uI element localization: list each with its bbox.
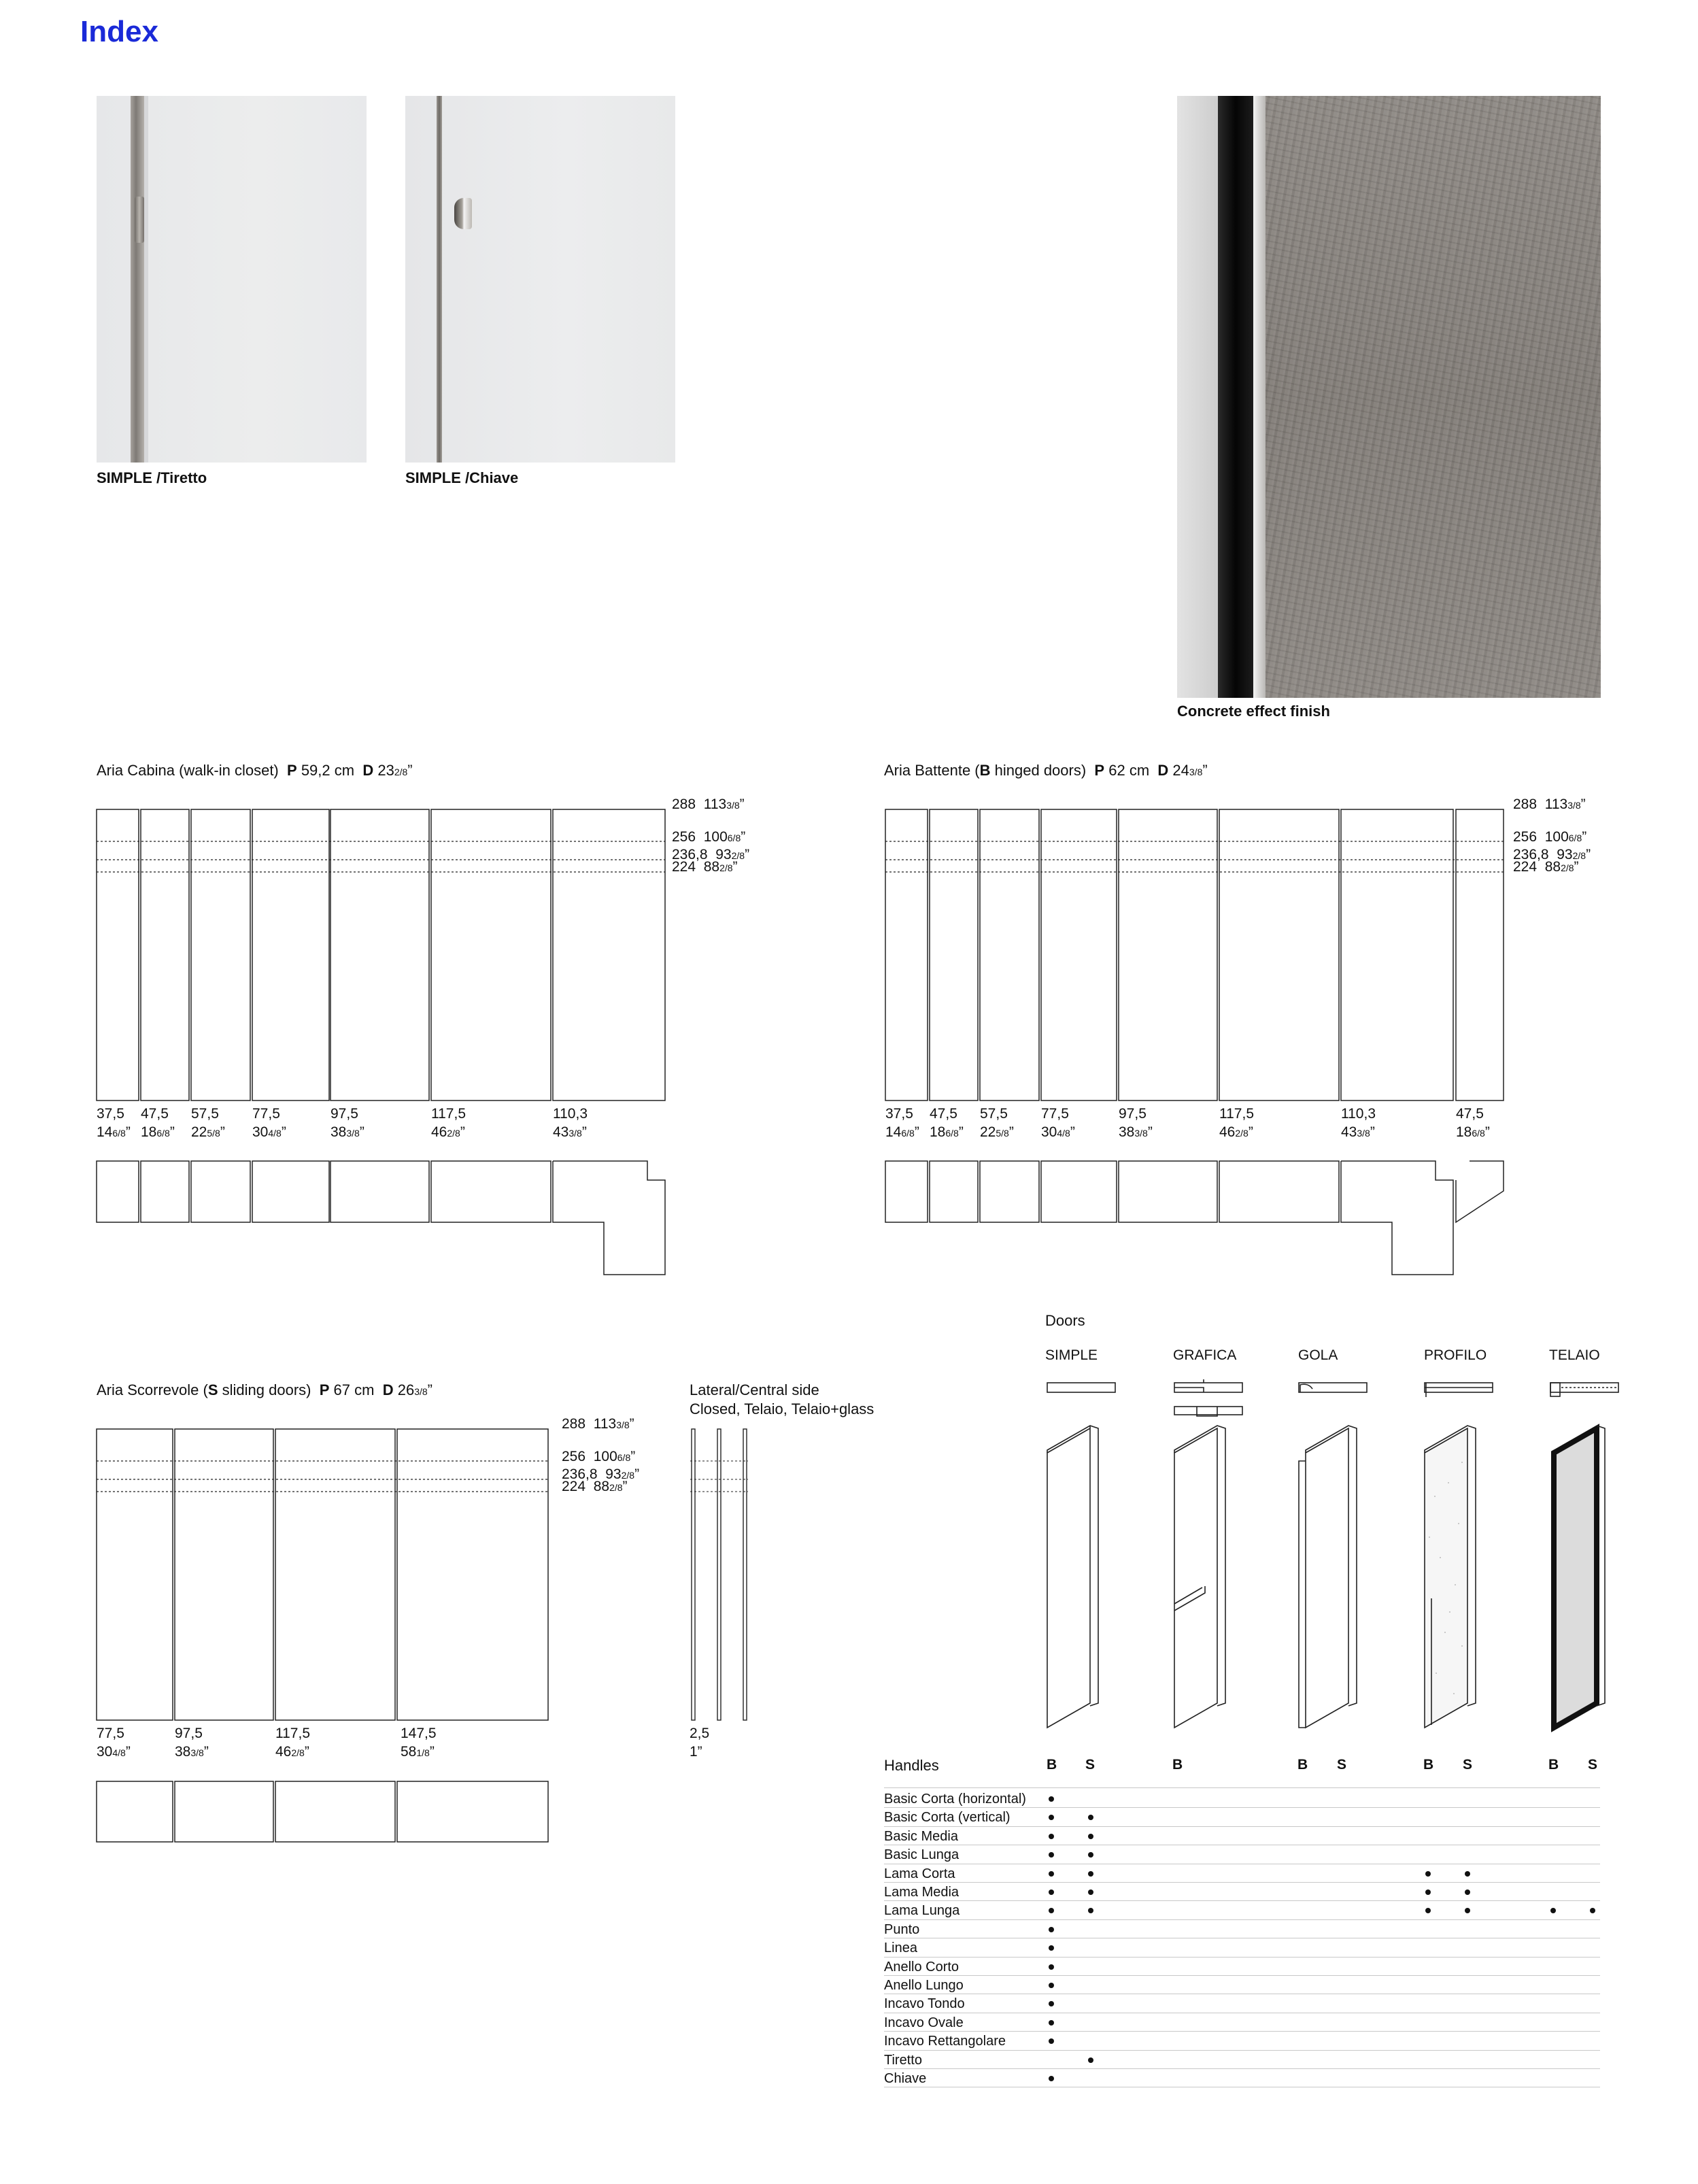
scorrevole-d-frac: 3/8 bbox=[414, 1386, 428, 1397]
col-head-profilo-b: B bbox=[1423, 1757, 1434, 1773]
handle-name: Linea bbox=[884, 1941, 917, 1956]
width-label: 57,5 225/8” bbox=[191, 1106, 225, 1140]
col-head-grafica-b: B bbox=[1172, 1757, 1183, 1773]
lateral-width-label: 2,5 1” bbox=[690, 1726, 710, 1760]
availability-dot bbox=[1425, 1871, 1431, 1877]
col-head-profilo-s: S bbox=[1463, 1757, 1473, 1773]
height-label: 236,8 932/8” bbox=[1513, 847, 1591, 862]
scorrevole-name-pre: Aria Scorrevole ( bbox=[97, 1381, 208, 1398]
door-type-gola: GOLA bbox=[1298, 1347, 1338, 1363]
scorrevole-p-value: 67 cm bbox=[333, 1381, 375, 1398]
doors-title: Doors bbox=[1045, 1312, 1085, 1329]
handle-name: Incavo Tondo bbox=[884, 1996, 965, 2012]
height-label: 224 882/8” bbox=[562, 1479, 628, 1494]
availability-dot bbox=[1088, 1871, 1093, 1877]
availability-dot bbox=[1465, 1889, 1470, 1895]
availability-dot bbox=[1088, 2057, 1093, 2063]
height-label: 288 1133/8” bbox=[562, 1416, 634, 1432]
table-rule bbox=[884, 1957, 1600, 1958]
table-rule bbox=[884, 1900, 1600, 1901]
table-rule bbox=[884, 1807, 1600, 1808]
caption-simple-chiave: SIMPLE /Chiave bbox=[405, 469, 519, 486]
width-label: 57,5 225/8” bbox=[980, 1106, 1014, 1140]
battente-name-post: hinged doors) bbox=[990, 762, 1087, 779]
height-label: 288 1133/8” bbox=[672, 796, 745, 812]
table-rule bbox=[884, 2068, 1600, 2069]
scorrevole-p-label: P bbox=[319, 1381, 330, 1398]
battente-p-label: P bbox=[1094, 762, 1105, 779]
cabina-d-in: 23 bbox=[377, 762, 394, 779]
width-label: 147,5 581/8” bbox=[401, 1726, 437, 1760]
width-label: 97,5 383/8” bbox=[330, 1106, 364, 1140]
table-rule bbox=[884, 1919, 1600, 1920]
lateral-sides bbox=[690, 1429, 748, 1720]
width-label: 77,5 304/8” bbox=[252, 1106, 286, 1140]
width-label: 117,5 462/8” bbox=[1219, 1106, 1254, 1140]
battente-d-mark: ” bbox=[1202, 762, 1208, 779]
door-type-telaio: TELAIO bbox=[1549, 1347, 1600, 1363]
scorrevole-name-post: sliding doors) bbox=[218, 1381, 311, 1398]
width-label: 37,5 146/8” bbox=[97, 1106, 131, 1140]
page-title: Index bbox=[80, 15, 158, 48]
handle-name: Basic Corta (vertical) bbox=[884, 1810, 1011, 1826]
handle-name: Chiave bbox=[884, 2071, 927, 2086]
handle-name: Anello Corto bbox=[884, 1959, 960, 1975]
availability-dot bbox=[1049, 2076, 1054, 2081]
scorrevole-elevation bbox=[97, 1429, 548, 1720]
handle-name: Incavo Rettangolare bbox=[884, 2034, 1006, 2049]
handle-name: Lama Corta bbox=[884, 1866, 955, 1881]
scorrevole-d-label: D bbox=[382, 1381, 394, 1398]
height-label: 236,8 932/8” bbox=[562, 1466, 640, 1482]
availability-dot bbox=[1049, 1796, 1054, 1802]
battente-plan bbox=[885, 1161, 1504, 1275]
battente-p-value: 62 cm bbox=[1108, 762, 1150, 779]
availability-dot bbox=[1088, 1889, 1093, 1895]
table-rule bbox=[884, 1882, 1600, 1883]
width-label: 97,5 383/8” bbox=[1119, 1106, 1153, 1140]
handle-name: Basic Media bbox=[884, 1828, 958, 1844]
width-label: 110,3 433/8” bbox=[1341, 1106, 1376, 1140]
door-iso-views bbox=[1047, 1426, 1605, 1728]
height-label: 256 1006/8” bbox=[672, 829, 746, 845]
battente-d-label: D bbox=[1157, 762, 1169, 779]
availability-dot bbox=[1049, 2020, 1054, 2026]
col-head-simple-b: B bbox=[1047, 1757, 1057, 1773]
door-profile-sections bbox=[1047, 1379, 1618, 1416]
availability-dot bbox=[1465, 1871, 1470, 1877]
table-rule bbox=[884, 2050, 1600, 2051]
door-type-profilo: PROFILO bbox=[1424, 1347, 1487, 1363]
cabina-d-mark: ” bbox=[407, 762, 413, 779]
col-head-telaio-s: S bbox=[1588, 1757, 1598, 1773]
cabina-elevation bbox=[97, 809, 665, 1101]
cabina-plan bbox=[97, 1161, 665, 1275]
availability-dot bbox=[1425, 1889, 1431, 1895]
availability-dot bbox=[1088, 1834, 1093, 1839]
width-label: 47,5 186/8” bbox=[1456, 1106, 1490, 1140]
handle-name: Punto bbox=[884, 1921, 920, 1937]
handle-name: Lama Lunga bbox=[884, 1903, 960, 1919]
scorrevole-plan bbox=[97, 1781, 548, 1842]
cabina-d-label: D bbox=[362, 762, 374, 779]
lateral-line2: Closed, Telaio, Telaio+glass bbox=[690, 1400, 875, 1417]
height-label: 224 882/8” bbox=[672, 859, 738, 875]
col-head-simple-s: S bbox=[1085, 1757, 1096, 1773]
battente-name-pre: Aria Battente ( bbox=[884, 762, 980, 779]
col-head-gola-s: S bbox=[1337, 1757, 1347, 1773]
width-label: 47,5 186/8” bbox=[141, 1106, 175, 1140]
handle-name: Basic Corta (horizontal) bbox=[884, 1792, 1026, 1807]
width-label: 47,5 186/8” bbox=[930, 1106, 964, 1140]
cabina-d-frac: 2/8 bbox=[394, 767, 408, 777]
width-label: 110,3 433/8” bbox=[553, 1106, 588, 1140]
scorrevole-name-s: S bbox=[207, 1381, 218, 1398]
lateral-line1: Lateral/Central side bbox=[690, 1381, 819, 1398]
width-label: 117,5 462/8” bbox=[275, 1726, 310, 1760]
col-head-telaio-b: B bbox=[1548, 1757, 1559, 1773]
height-label: 288 1133/8” bbox=[1513, 796, 1586, 812]
cabina-p-label: P bbox=[287, 762, 297, 779]
height-label: 236,8 932/8” bbox=[672, 847, 750, 862]
table-rule bbox=[884, 1787, 1600, 1788]
availability-dot bbox=[1049, 1927, 1054, 1932]
height-label: 224 882/8” bbox=[1513, 859, 1579, 875]
availability-dot bbox=[1049, 1889, 1054, 1895]
battente-d-in: 24 bbox=[1172, 762, 1189, 779]
table-rule bbox=[884, 1826, 1600, 1827]
scorrevole-d-in: 26 bbox=[397, 1381, 415, 1398]
availability-dot bbox=[1049, 1834, 1054, 1839]
height-label: 256 1006/8” bbox=[562, 1449, 636, 1464]
caption-simple-tiretto: SIMPLE /Tiretto bbox=[97, 469, 207, 486]
table-rule bbox=[884, 1975, 1600, 1976]
width-label: 97,5 383/8” bbox=[175, 1726, 209, 1760]
battente-d-frac: 3/8 bbox=[1189, 767, 1203, 777]
battente-name-b: B bbox=[979, 762, 991, 779]
door-type-grafica: GRAFICA bbox=[1173, 1347, 1237, 1363]
width-label: 77,5 304/8” bbox=[1041, 1106, 1075, 1140]
availability-dot bbox=[1049, 1964, 1054, 1970]
table-rule bbox=[884, 2031, 1600, 2032]
width-label: 117,5 462/8” bbox=[431, 1106, 466, 1140]
width-label: 37,5 146/8” bbox=[885, 1106, 919, 1140]
height-label: 256 1006/8” bbox=[1513, 829, 1587, 845]
battente-elevation bbox=[885, 809, 1504, 1101]
cabina-p-value: 59,2 cm bbox=[301, 762, 355, 779]
availability-dot bbox=[1049, 1983, 1054, 1988]
col-head-gola-b: B bbox=[1297, 1757, 1308, 1773]
cabina-name: Aria Cabina (walk-in closet) bbox=[97, 762, 279, 779]
handle-name: Lama Media bbox=[884, 1885, 960, 1900]
handle-name: Tiretto bbox=[884, 2052, 922, 2068]
handles-title: Handles bbox=[884, 1757, 939, 1774]
availability-dot bbox=[1049, 1871, 1054, 1877]
caption-concrete-finish: Concrete effect finish bbox=[1177, 703, 1330, 720]
handle-name: Anello Lungo bbox=[884, 1978, 964, 1993]
width-label: 77,5 304/8” bbox=[97, 1726, 131, 1760]
scorrevole-d-mark: ” bbox=[427, 1381, 432, 1398]
door-type-simple: SIMPLE bbox=[1045, 1347, 1098, 1363]
handle-name: Incavo Ovale bbox=[884, 2015, 964, 2030]
handle-name: Basic Lunga bbox=[884, 1847, 960, 1863]
